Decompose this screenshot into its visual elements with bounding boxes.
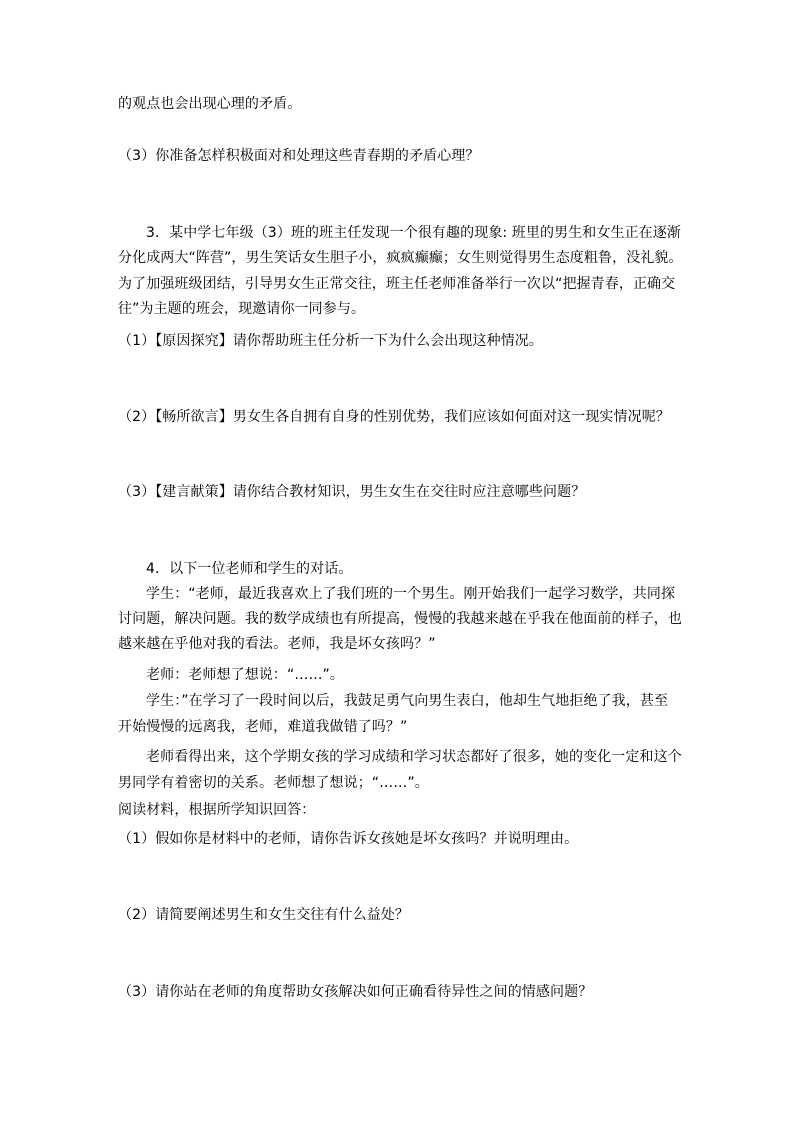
- q4-instruction: 阅读材料，根据所学知识回答：: [118, 802, 316, 818]
- q3-intro-line-3: 为了加强班级团结，引导男女生正常交往，班主任老师准备举行一次以“把握青春，正确交: [118, 276, 676, 292]
- q2-sub3: （3）你准备怎样积极面对和处理这些青春期的矛盾心理？: [118, 148, 480, 164]
- q3-intro-line-4: 往”为主题的班会，现邀请你一同参与。: [118, 301, 366, 317]
- q3-intro-line-1: 3．某中学七年级（3）班的班主任发现一个很有趣的现象: 班里的男生和女生正在逐渐: [146, 225, 681, 241]
- q2-tail-line: 的观点也会出现心理的矛盾。: [118, 96, 302, 112]
- q3-sub1: （1）【原因探究】请你帮助班主任分析一下为什么会出现这种情况。: [118, 333, 544, 349]
- q3-sub3: （3）【建言献策】请你结合教材知识，男生女生在交往时应注意哪些问题？: [118, 484, 586, 500]
- q4-student2-line-2: 开始慢慢的远离我，老师，难道我做错了吗？”: [118, 719, 408, 735]
- q4-intro: 4．以下一位老师和学生的对话。: [146, 561, 353, 577]
- q3-intro-line-2: 分化成两大“阵营”，男生笑话女生胆子小，疯疯癫癫；女生则觉得男生态度粗鲁，没礼貌。: [118, 250, 683, 266]
- q4-narration-line-2: 男同学有着密切的关系。老师想了想说；“……”。: [118, 775, 429, 791]
- q4-sub1: （1）假如你是材料中的老师，请你告诉女孩她是坏女孩吗？并说明理由。: [118, 831, 579, 847]
- q4-student1-line-2: 讨问题，解决问题。我的数学成绩也有所提高，慢慢的我越来越在乎我在他面前的样子，也: [118, 611, 682, 627]
- q4-teacher1: 老师：老师想了想说：“……”。: [146, 667, 345, 683]
- q4-sub2: （2）请简要阐述男生和女生交往有什么益处？: [118, 907, 410, 923]
- q4-student2-line-1: 学生：”在学习了一段时间以后，我鼓足勇气向男生表白，他却生气地拒绝了我，甚至: [146, 693, 669, 709]
- q3-sub2: （2）【畅所欲言】男女生各自拥有自身的性别优势，我们应该如何面对这一现实情况呢？: [118, 409, 670, 425]
- q4-narration-line-1: 老师看得出来，这个学期女孩的学习成绩和学习状态都好了很多，她的变化一定和这个: [146, 749, 682, 765]
- q4-student1-line-3: 越来越在乎他对我的看法。老师，我是坏女孩吗？”: [118, 636, 436, 652]
- q4-sub3: （3）请你站在老师的角度帮助女孩解决如何正确看待异性之间的情感问题？: [118, 984, 593, 1000]
- q4-student1-line-1: 学生：“老师，最近我喜欢上了我们班的一个男生。刚开始我们一起学习数学，共同探: [146, 586, 676, 602]
